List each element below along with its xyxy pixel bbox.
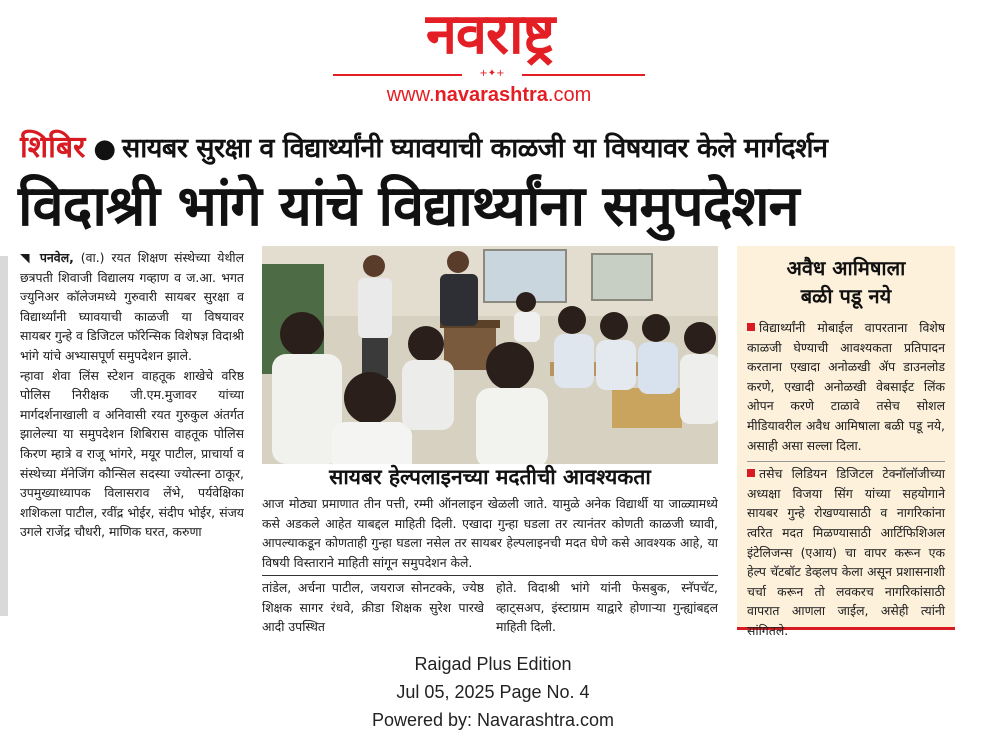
red-square-bullet-icon [747, 323, 755, 331]
article-paragraph-2: न्हावा शेवा लिंस स्टेशन वाहतूक शाखेचे वरिष्ठ पोलिस निरीक्षक जी.एम.मुजावर यांच्या मार्गदर्शनाखाली व अनिवासी रयत गुरुकुल अंतर्गत झालेल्या या समुपदेशन शिबिरास वाहतूक पोलिस किरण म्हात्रे व राजू भांगरे, मयूर पाटील, प्राचार्या व संस्थेच्या मॅनेजिंग कौन्सिल सदस्या ज्योत्स्ना ठाकूर, उपमुख्याध्यापक विलासराव लेंभे, पर्यवेक्षिका शशिकला पाटील, रवींद्र भोईर, संदीप भोईर, संजय उगले राजेंद्र चौधरी, माणिक घरत, करुणा [20, 367, 244, 540]
sidebar-box [737, 246, 955, 638]
url-suffix: .com [547, 84, 592, 106]
sidebar-paragraph-1-text: विद्यार्थ्यांनी मोबाईल वापरताना विशेष काळजी घेण्याची आवश्यकता प्रतिपादन करताना एखादा अनोळखी ॲप डाउनलोड करणे, एखादी अनोळखी वेबसाईट लिंक ओपन करणे टाळावे तसेच सोशल मीडियावरील अवैध आमिषाला बळी पडू नये, असाही असा सल्ला दिला. [747, 320, 945, 453]
powered-by-link[interactable]: Powered by: Navarashtra.com [371, 710, 615, 730]
site-url[interactable] [333, 82, 645, 108]
edition-label: Raigad Plus Edition [414, 654, 572, 674]
sidebar-divider [747, 461, 945, 462]
navarashtra-logo: नवराष्ट्र [425, 2, 555, 67]
box-divider [262, 575, 718, 576]
box-paragraph: आज मोठ्या प्रमाणात तीन पत्ती, रम्मी ऑनलाइन खेळली जाते. यामुळे अनेक विद्यार्थी या जाळ्यामध्ये कसे अडकले आहेत याबद्दल माहिती दिली. एखादा गुन्हा घडला तर त्यानंतर कोणती काळजी घ्यावी, आपल्याकडून कोणताही गुन्हा घडला नसेल तर सायबर हेल्पलाइनची मदत घेणे कसे आवश्यक आहे, या विषयी विस्ताराने माहिती सांगून समुपदेशन केले. [262, 496, 718, 570]
date-page-label: Jul 05, 2025 Page No. 4 [396, 682, 590, 702]
paragraph-1-text: (वा.) रयत शिक्षण संस्थेच्या येथील छत्रपती शिवाजी विद्यालय गव्हाण व ज.आ. भगत ज्युनिअर कॉलेजमध्ये गुरुवारी सायबर सुरक्षा व विद्यार्थ्यांनी घ्यावयाची काळजी या विषयावर सायबर गुन्हे व डिजिटल फॉरेन्सिक विशेषज्ञ विदाश्री भांगे यांचे अभ्यासपूर्ण समुपदेशन झाले. [20, 250, 244, 363]
sidebar-title-line-2: बळी पडू नये [800, 284, 892, 308]
sidebar-title-line-1: अवैध आमिषाला [786, 256, 906, 280]
classroom-photo-illustration [262, 246, 718, 464]
margin-strip [0, 256, 8, 616]
page-footer [0, 650, 986, 736]
kicker-label: शिबिर [20, 130, 86, 165]
news-clipping [0, 116, 986, 640]
dateline: ◥ पनवेल, [20, 250, 74, 265]
red-square-bullet-icon [747, 469, 755, 477]
kicker-row [20, 126, 970, 170]
url-prefix: www. [386, 84, 435, 106]
classroom-photo [262, 246, 718, 464]
logo-stars-ornament: +✦+ [462, 68, 522, 80]
main-headline: विदाश्री भांगे यांचे विद्यार्थ्यांना समुपदेशन [18, 174, 799, 239]
bullet-dot-icon: ● [93, 134, 117, 164]
sidebar-paragraph-2-text: तसेच लिडियन डिजिटल टेक्नॉलॉजीच्या अध्यक्षा विजया सिंग यांच्या सहयोगाने सायबर गुन्हे रोखण्यासाठी व नागरिकांना त्वरित मदत मिळण्यासाठी आर्टिफिशिअल इंटेलिजन्स (एआय) चा वापर करून एक हेल्प चॅटबॉट डेव्हलप केला असून प्रशासनाशी चर्चा करून तो लवकरच नागरिकांसाठी वापरात आणला जाईल, असेही त्यांनी सांगितले. [747, 466, 945, 638]
article-column-mid-1: तांडेल, अर्चना पाटील, जयराज सोनटक्के, ज्येष्ठ शिक्षक सागर रंधवे, क्रीडा शिक्षक सुरेश पारखे आदी उपस्थित [262, 580, 484, 635]
sidebar-paragraph-1 [747, 318, 945, 455]
url-brand: navarashtra [434, 84, 548, 106]
box-heading: सायबर हेल्पलाइनच्या मदतीची आवश्यकता [329, 465, 651, 489]
masthead [0, 0, 986, 112]
article-column-mid-2: होते. विदाश्री भांगे यांनी फेसबुक, स्नॅपचॅट, व्हाट्सअप, इंस्टाग्राम याद्वारे होणाऱ्या गुन्ह्यांबद्दल माहिती दिली. [496, 580, 718, 635]
sub-headline: सायबर सुरक्षा व विद्यार्थ्यांनी घ्यावयाची काळजी या विषयावर केले मार्गदर्शन [122, 133, 828, 164]
sidebar-paragraph-2 [747, 464, 945, 640]
article-paragraph-1 [20, 248, 244, 366]
article-column-left [20, 248, 244, 638]
